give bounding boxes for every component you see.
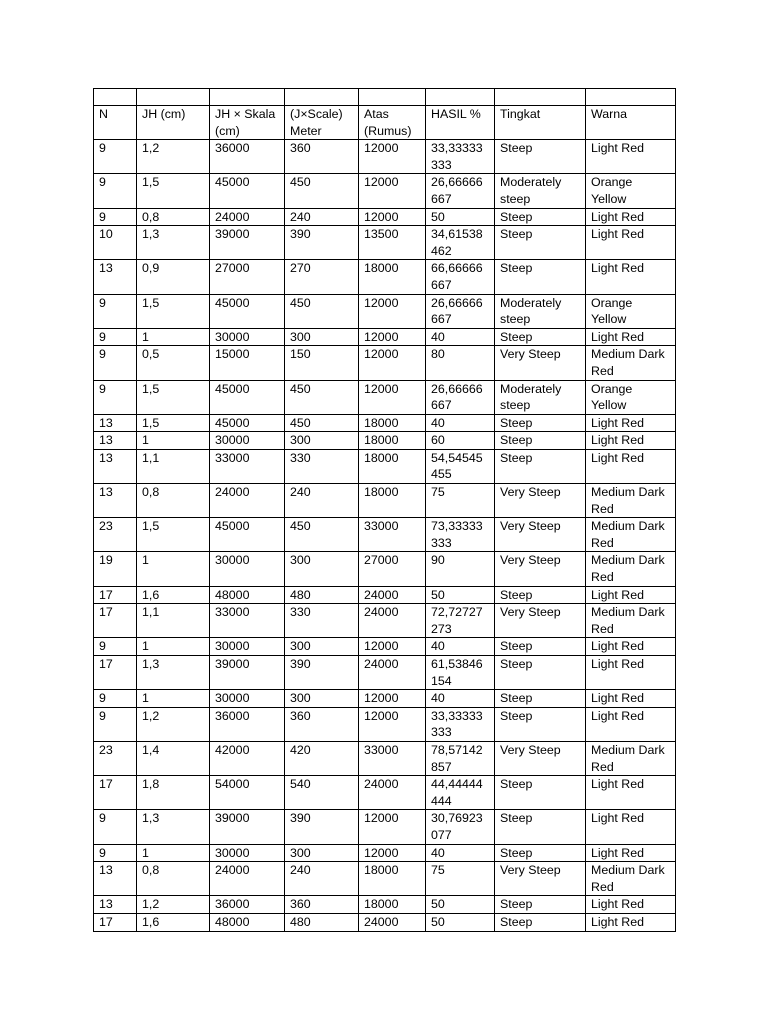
table-row — [94, 260, 676, 294]
header-cell-atas: Atas (Rumus) — [359, 106, 426, 140]
table-row — [94, 690, 676, 708]
cell-warna: Light Red — [586, 208, 676, 226]
table-row — [94, 741, 676, 775]
blank-cell — [137, 89, 210, 106]
cell-warna: Light Red — [586, 328, 676, 346]
cell-warna: Medium Dark Red — [586, 552, 676, 586]
cell-atas: 12000 — [359, 140, 426, 174]
table-row — [94, 552, 676, 586]
cell-hasil: 40 — [426, 638, 495, 656]
table-row — [94, 346, 676, 380]
cell-jh-skala: 24000 — [210, 208, 285, 226]
cell-n: 9 — [94, 638, 137, 656]
cell-tingkat: Steep — [495, 586, 586, 604]
cell-jh-skala: 36000 — [210, 140, 285, 174]
cell-jh-skala: 36000 — [210, 707, 285, 741]
cell-meter: 300 — [285, 844, 359, 862]
cell-hasil: 54,54545 455 — [426, 449, 495, 483]
cell-tingkat: Moderately steep — [495, 294, 586, 328]
cell-atas: 24000 — [359, 913, 426, 931]
cell-jh: 0,8 — [137, 862, 210, 896]
cell-meter: 480 — [285, 913, 359, 931]
header-cell-jh: JH (cm) — [137, 106, 210, 140]
cell-warna: Light Red — [586, 690, 676, 708]
cell-hasil: 30,76923 077 — [426, 810, 495, 844]
table-row — [94, 140, 676, 174]
cell-n: 23 — [94, 741, 137, 775]
cell-n: 17 — [94, 913, 137, 931]
cell-atas: 12000 — [359, 638, 426, 656]
cell-tingkat: Very Steep — [495, 862, 586, 896]
cell-jh-skala: 48000 — [210, 586, 285, 604]
cell-meter: 300 — [285, 432, 359, 450]
cell-jh-skala: 15000 — [210, 346, 285, 380]
header-cell-hasil: HASIL % — [426, 106, 495, 140]
table-row — [94, 432, 676, 450]
blank-cell — [210, 89, 285, 106]
cell-atas: 24000 — [359, 604, 426, 638]
cell-jh: 1,8 — [137, 776, 210, 810]
cell-atas: 33000 — [359, 741, 426, 775]
cell-warna: Light Red — [586, 776, 676, 810]
table-row — [94, 380, 676, 414]
cell-atas: 18000 — [359, 414, 426, 432]
cell-meter: 390 — [285, 810, 359, 844]
cell-hasil: 26,66666 667 — [426, 174, 495, 208]
cell-jh: 1 — [137, 690, 210, 708]
cell-tingkat: Steep — [495, 810, 586, 844]
table-row — [94, 586, 676, 604]
cell-jh: 1,1 — [137, 604, 210, 638]
cell-hasil: 33,33333 333 — [426, 140, 495, 174]
cell-n: 17 — [94, 604, 137, 638]
blank-cell — [426, 89, 495, 106]
cell-meter: 240 — [285, 484, 359, 518]
cell-atas: 12000 — [359, 294, 426, 328]
cell-tingkat: Very Steep — [495, 518, 586, 552]
cell-warna: Medium Dark Red — [586, 604, 676, 638]
cell-jh: 1,5 — [137, 174, 210, 208]
cell-jh-skala: 30000 — [210, 690, 285, 708]
cell-atas: 12000 — [359, 328, 426, 346]
blank-cell — [94, 89, 137, 106]
cell-jh-skala: 30000 — [210, 638, 285, 656]
cell-jh: 1,2 — [137, 140, 210, 174]
cell-tingkat: Steep — [495, 414, 586, 432]
cell-hasil: 33,33333 333 — [426, 707, 495, 741]
cell-meter: 420 — [285, 741, 359, 775]
cell-warna: Light Red — [586, 586, 676, 604]
cell-jh: 1 — [137, 328, 210, 346]
cell-jh: 1,6 — [137, 586, 210, 604]
cell-atas: 27000 — [359, 552, 426, 586]
cell-warna: Orange Yellow — [586, 294, 676, 328]
cell-tingkat: Steep — [495, 707, 586, 741]
cell-jh: 0,8 — [137, 484, 210, 518]
cell-warna: Light Red — [586, 140, 676, 174]
table-row — [94, 913, 676, 931]
cell-hasil: 78,57142 857 — [426, 741, 495, 775]
cell-jh-skala: 39000 — [210, 656, 285, 690]
cell-atas: 12000 — [359, 208, 426, 226]
table-row — [94, 294, 676, 328]
blank-cell — [586, 89, 676, 106]
cell-meter: 360 — [285, 896, 359, 914]
cell-meter: 450 — [285, 518, 359, 552]
cell-atas: 18000 — [359, 862, 426, 896]
cell-jh: 1 — [137, 844, 210, 862]
header-cell-tingkat: Tingkat — [495, 106, 586, 140]
cell-meter: 360 — [285, 707, 359, 741]
cell-meter: 300 — [285, 552, 359, 586]
cell-atas: 12000 — [359, 844, 426, 862]
cell-warna: Medium Dark Red — [586, 518, 676, 552]
cell-meter: 450 — [285, 174, 359, 208]
cell-jh-skala: 45000 — [210, 380, 285, 414]
cell-hasil: 50 — [426, 896, 495, 914]
cell-meter: 450 — [285, 380, 359, 414]
cell-n: 17 — [94, 586, 137, 604]
cell-warna: Light Red — [586, 226, 676, 260]
cell-hasil: 40 — [426, 690, 495, 708]
cell-n: 9 — [94, 346, 137, 380]
blank-top-row — [94, 89, 676, 106]
cell-jh: 0,9 — [137, 260, 210, 294]
cell-jh: 1,2 — [137, 896, 210, 914]
cell-hasil: 26,66666 667 — [426, 380, 495, 414]
cell-tingkat: Steep — [495, 226, 586, 260]
cell-hasil: 50 — [426, 208, 495, 226]
cell-tingkat: Steep — [495, 656, 586, 690]
table-row — [94, 844, 676, 862]
table-row — [94, 208, 676, 226]
cell-meter: 480 — [285, 586, 359, 604]
cell-hasil: 66,66666 667 — [426, 260, 495, 294]
cell-jh-skala: 30000 — [210, 844, 285, 862]
cell-hasil: 44,44444 444 — [426, 776, 495, 810]
cell-meter: 240 — [285, 208, 359, 226]
cell-hasil: 75 — [426, 862, 495, 896]
cell-jh-skala: 45000 — [210, 518, 285, 552]
header-row — [94, 106, 676, 140]
cell-n: 9 — [94, 174, 137, 208]
table-row — [94, 656, 676, 690]
cell-n: 9 — [94, 707, 137, 741]
header-cell-meter: (J×Scale) Meter — [285, 106, 359, 140]
cell-n: 10 — [94, 226, 137, 260]
cell-meter: 540 — [285, 776, 359, 810]
cell-hasil: 34,61538 462 — [426, 226, 495, 260]
cell-jh-skala: 39000 — [210, 226, 285, 260]
cell-jh: 1 — [137, 552, 210, 586]
cell-atas: 12000 — [359, 346, 426, 380]
cell-atas: 18000 — [359, 896, 426, 914]
cell-atas: 24000 — [359, 656, 426, 690]
cell-warna: Medium Dark Red — [586, 862, 676, 896]
blank-cell — [495, 89, 586, 106]
cell-hasil: 40 — [426, 844, 495, 862]
cell-warna: Light Red — [586, 844, 676, 862]
slope-data-table — [93, 88, 676, 932]
cell-jh: 0,5 — [137, 346, 210, 380]
cell-hasil: 61,53846 154 — [426, 656, 495, 690]
cell-jh-skala: 36000 — [210, 896, 285, 914]
cell-atas: 18000 — [359, 449, 426, 483]
cell-warna: Medium Dark Red — [586, 346, 676, 380]
cell-tingkat: Moderately steep — [495, 380, 586, 414]
cell-jh-skala: 39000 — [210, 810, 285, 844]
cell-n: 9 — [94, 294, 137, 328]
cell-warna: Light Red — [586, 810, 676, 844]
cell-warna: Light Red — [586, 414, 676, 432]
cell-jh: 1,1 — [137, 449, 210, 483]
cell-jh-skala: 45000 — [210, 414, 285, 432]
cell-jh: 1,3 — [137, 226, 210, 260]
cell-atas: 18000 — [359, 432, 426, 450]
cell-jh-skala: 30000 — [210, 328, 285, 346]
table-row — [94, 776, 676, 810]
cell-warna: Light Red — [586, 913, 676, 931]
cell-jh-skala: 24000 — [210, 484, 285, 518]
cell-meter: 240 — [285, 862, 359, 896]
cell-jh: 1 — [137, 638, 210, 656]
cell-hasil: 80 — [426, 346, 495, 380]
cell-n: 9 — [94, 844, 137, 862]
cell-meter: 330 — [285, 604, 359, 638]
cell-tingkat: Steep — [495, 208, 586, 226]
cell-jh: 1,4 — [137, 741, 210, 775]
cell-warna: Medium Dark Red — [586, 484, 676, 518]
cell-n: 9 — [94, 380, 137, 414]
table-row — [94, 896, 676, 914]
cell-jh: 1,6 — [137, 913, 210, 931]
cell-atas: 12000 — [359, 690, 426, 708]
cell-meter: 300 — [285, 638, 359, 656]
cell-jh: 1 — [137, 432, 210, 450]
cell-jh: 1,3 — [137, 810, 210, 844]
cell-warna: Orange Yellow — [586, 174, 676, 208]
cell-jh-skala: 48000 — [210, 913, 285, 931]
cell-jh-skala: 33000 — [210, 604, 285, 638]
cell-warna: Medium Dark Red — [586, 741, 676, 775]
table-row — [94, 226, 676, 260]
cell-warna: Light Red — [586, 707, 676, 741]
cell-meter: 390 — [285, 656, 359, 690]
cell-atas: 13500 — [359, 226, 426, 260]
cell-atas: 12000 — [359, 810, 426, 844]
table-row — [94, 328, 676, 346]
cell-jh-skala: 30000 — [210, 552, 285, 586]
cell-atas: 24000 — [359, 776, 426, 810]
cell-n: 9 — [94, 328, 137, 346]
cell-n: 9 — [94, 208, 137, 226]
cell-meter: 390 — [285, 226, 359, 260]
blank-cell — [359, 89, 426, 106]
cell-jh: 1,5 — [137, 294, 210, 328]
cell-meter: 360 — [285, 140, 359, 174]
header-cell-n: N — [94, 106, 137, 140]
cell-jh: 1,5 — [137, 518, 210, 552]
cell-atas: 12000 — [359, 380, 426, 414]
cell-warna: Orange Yellow — [586, 380, 676, 414]
cell-hasil: 60 — [426, 432, 495, 450]
cell-hasil: 40 — [426, 414, 495, 432]
cell-tingkat: Steep — [495, 913, 586, 931]
cell-jh-skala: 54000 — [210, 776, 285, 810]
cell-warna: Light Red — [586, 896, 676, 914]
cell-atas: 24000 — [359, 586, 426, 604]
cell-hasil: 50 — [426, 586, 495, 604]
cell-tingkat: Very Steep — [495, 552, 586, 586]
cell-tingkat: Steep — [495, 432, 586, 450]
cell-jh: 1,3 — [137, 656, 210, 690]
cell-meter: 330 — [285, 449, 359, 483]
table-body — [94, 140, 676, 931]
cell-n: 13 — [94, 862, 137, 896]
cell-jh-skala: 27000 — [210, 260, 285, 294]
header-cell-warna: Warna — [586, 106, 676, 140]
cell-tingkat: Steep — [495, 844, 586, 862]
table-row — [94, 638, 676, 656]
table-row — [94, 449, 676, 483]
cell-tingkat: Steep — [495, 638, 586, 656]
cell-jh: 1,5 — [137, 380, 210, 414]
cell-tingkat: Steep — [495, 449, 586, 483]
cell-meter: 270 — [285, 260, 359, 294]
cell-meter: 450 — [285, 414, 359, 432]
table-row — [94, 484, 676, 518]
cell-meter: 300 — [285, 690, 359, 708]
cell-atas: 33000 — [359, 518, 426, 552]
cell-jh: 1,2 — [137, 707, 210, 741]
cell-tingkat: Steep — [495, 260, 586, 294]
cell-jh: 0,8 — [137, 208, 210, 226]
cell-n: 13 — [94, 414, 137, 432]
cell-n: 13 — [94, 260, 137, 294]
cell-n: 13 — [94, 484, 137, 518]
cell-meter: 300 — [285, 328, 359, 346]
cell-jh-skala: 42000 — [210, 741, 285, 775]
table-row — [94, 862, 676, 896]
cell-tingkat: Steep — [495, 140, 586, 174]
cell-n: 13 — [94, 432, 137, 450]
cell-meter: 450 — [285, 294, 359, 328]
table-row — [94, 414, 676, 432]
cell-jh-skala: 30000 — [210, 432, 285, 450]
cell-tingkat: Steep — [495, 328, 586, 346]
cell-tingkat: Very Steep — [495, 346, 586, 380]
cell-tingkat: Steep — [495, 896, 586, 914]
cell-atas: 18000 — [359, 260, 426, 294]
cell-tingkat: Very Steep — [495, 484, 586, 518]
cell-tingkat: Moderately steep — [495, 174, 586, 208]
cell-n: 9 — [94, 140, 137, 174]
cell-n: 9 — [94, 810, 137, 844]
cell-jh: 1,5 — [137, 414, 210, 432]
cell-atas: 12000 — [359, 707, 426, 741]
header-cell-jh-skala: JH × Skala (cm) — [210, 106, 285, 140]
cell-n: 13 — [94, 449, 137, 483]
cell-n: 9 — [94, 690, 137, 708]
table-row — [94, 174, 676, 208]
cell-jh-skala: 33000 — [210, 449, 285, 483]
cell-n: 17 — [94, 776, 137, 810]
cell-meter: 150 — [285, 346, 359, 380]
table-row — [94, 707, 676, 741]
cell-tingkat: Steep — [495, 776, 586, 810]
cell-warna: Light Red — [586, 638, 676, 656]
cell-hasil: 90 — [426, 552, 495, 586]
cell-hasil: 26,66666 667 — [426, 294, 495, 328]
cell-warna: Light Red — [586, 449, 676, 483]
cell-hasil: 50 — [426, 913, 495, 931]
cell-n: 23 — [94, 518, 137, 552]
cell-jh-skala: 24000 — [210, 862, 285, 896]
cell-hasil: 40 — [426, 328, 495, 346]
cell-tingkat: Steep — [495, 690, 586, 708]
cell-n: 13 — [94, 896, 137, 914]
cell-warna: Light Red — [586, 656, 676, 690]
cell-atas: 18000 — [359, 484, 426, 518]
blank-cell — [285, 89, 359, 106]
cell-jh-skala: 45000 — [210, 294, 285, 328]
cell-n: 19 — [94, 552, 137, 586]
table-row — [94, 518, 676, 552]
cell-warna: Light Red — [586, 260, 676, 294]
table-row — [94, 604, 676, 638]
cell-jh-skala: 45000 — [210, 174, 285, 208]
cell-hasil: 72,72727 273 — [426, 604, 495, 638]
cell-tingkat: Very Steep — [495, 604, 586, 638]
cell-hasil: 75 — [426, 484, 495, 518]
cell-atas: 12000 — [359, 174, 426, 208]
cell-n: 17 — [94, 656, 137, 690]
cell-hasil: 73,33333 333 — [426, 518, 495, 552]
table-row — [94, 810, 676, 844]
cell-tingkat: Very Steep — [495, 741, 586, 775]
cell-warna: Light Red — [586, 432, 676, 450]
